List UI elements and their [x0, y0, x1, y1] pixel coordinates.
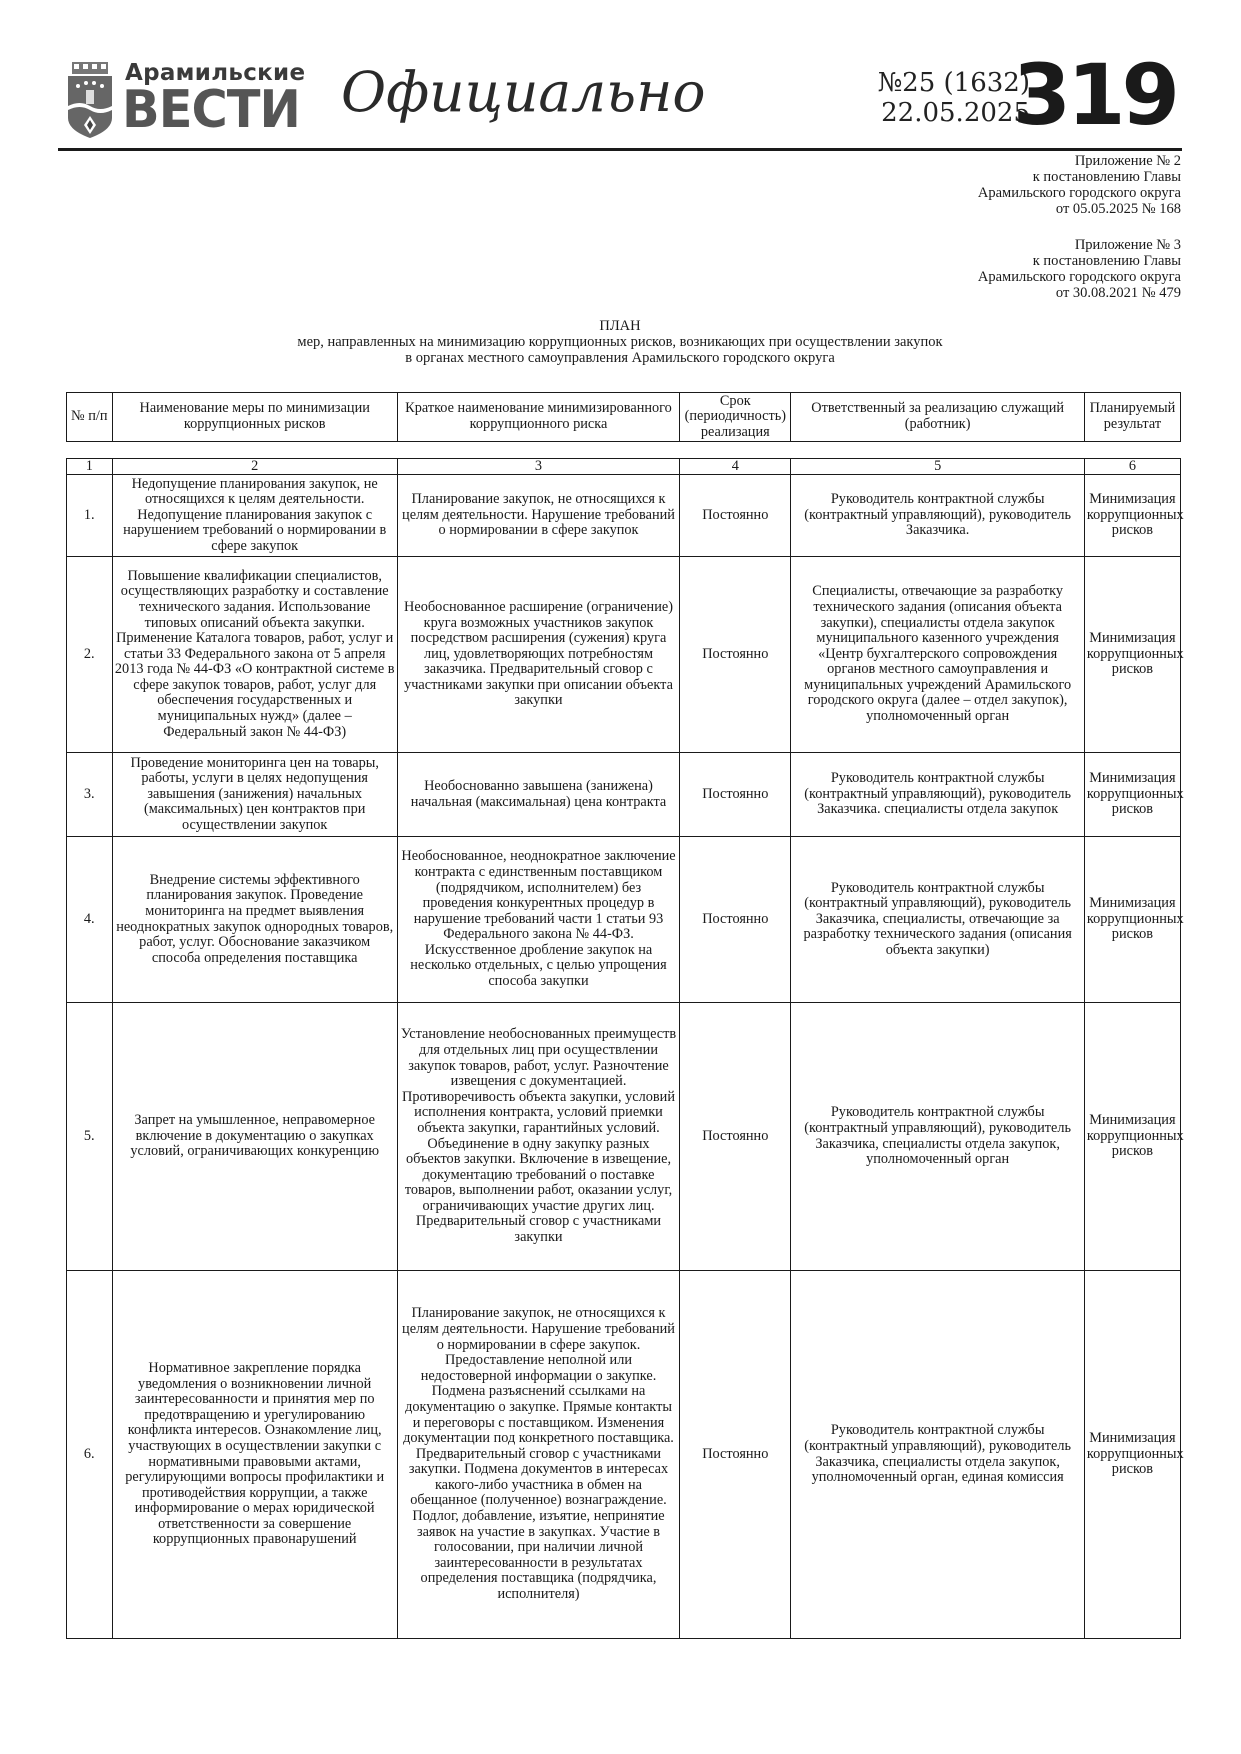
- result-cell: Минимизация коррупционных рисков: [1084, 753, 1180, 837]
- header-cell-term: Срок (периодичность) реализация: [680, 393, 791, 442]
- risk-cell: Установление необоснованных преимуществ для отдельных лиц при осуществлении закупок товаров, работ, услуг. Разночтение извещения с документацией. Противоречивость объекта закупки, условий исполнения контракта, условий приемки объекта закупки, гарантийных условий. Объединение в одну закупку разных объектов закупки. Включение в извещение, документацию требований о поставке товаров, выполнении работ, оказании услуг, ограничивающих участие других лиц. Предварительный сговор с участниками закупки: [397, 1003, 679, 1271]
- measure-cell: Внедрение системы эффективного планирования закупок. Проведение мониторинга на предмет выявления неоднократных закупок однородных товаров, работ, услуг. Обоснование заказчиком способа определения поставщика: [112, 837, 397, 1003]
- row-number: 5.: [67, 1003, 113, 1271]
- risk-cell: Необоснованно завышена (занижена) начальная (максимальная) цена контракта: [397, 753, 679, 837]
- result-cell: Минимизация коррупционных рисков: [1084, 1271, 1180, 1639]
- appendix-line: к постановлению Главы: [1032, 253, 1181, 269]
- column-number: 1: [67, 459, 113, 475]
- row-number: 3.: [67, 753, 113, 837]
- result-cell: Минимизация коррупционных рисков: [1084, 1003, 1180, 1271]
- table-row: [67, 475, 1181, 557]
- term-cell: Постоянно: [680, 1271, 791, 1639]
- table-row: [67, 837, 1181, 1003]
- term-cell: Постоянно: [680, 475, 791, 557]
- responsible-cell: Руководитель контрактной службы (контрактный управляющий), руководитель Заказчика. специалисты отдела закупок: [791, 753, 1084, 837]
- page-number: 319: [1012, 46, 1176, 144]
- measure-cell: Повышение квалификации специалистов, осуществляющих разработку и составление технического задания. Использование типовых описаний объекта закупки. Применение Каталога товаров, работ, услуг и статьи 33 Федерального закона от 5 апреля 2013 года № 44-ФЗ «О контрактной системе в сфере закупок товаров, работ, услуг для обеспечения государственных и муниципальных нужд» (далее – Федеральный закон № 44-ФЗ): [112, 557, 397, 753]
- risk-cell: Необоснованное расширение (ограничение) круга возможных участников закупок посредством расширения (сужения) круга лиц, удовлетворяющих потребностям заказчика. Предварительный сговор с участниками закупки при описании объекта закупки: [397, 557, 679, 753]
- term-cell: Постоянно: [680, 1003, 791, 1271]
- header-cell-number: № п/п: [67, 393, 113, 442]
- coat-of-arms-icon: [66, 62, 114, 138]
- column-number-row: [67, 459, 1181, 475]
- appendix-note-3: [978, 237, 1181, 301]
- appendix-line: к постановлению Главы: [1032, 169, 1181, 185]
- responsible-cell: Руководитель контрактной службы (контрактный управляющий), руководитель Заказчика, специалисты отдела закупок, уполномоченный орган: [791, 1003, 1084, 1271]
- result-cell: Минимизация коррупционных рисков: [1084, 475, 1180, 557]
- header-cell-responsible: Ответственный за реализацию служащий (работник): [791, 393, 1084, 442]
- appendix-note-2: [978, 153, 1181, 217]
- table-row: [67, 557, 1181, 753]
- column-number: 4: [680, 459, 791, 475]
- plan-subtitle-line1: мер, направленных на минимизацию коррупционных рисков, возникающих при осуществлении закупок: [297, 334, 943, 350]
- section-title: Официально: [341, 60, 706, 124]
- plan-heading: [58, 318, 1182, 366]
- table-row: [67, 1271, 1181, 1639]
- appendix-line: Арамильского городского округа: [977, 185, 1181, 201]
- row-number: 6.: [67, 1271, 113, 1639]
- responsible-cell: Руководитель контрактной службы (контрактный управляющий), руководитель Заказчика.: [791, 475, 1084, 557]
- appendix-line: от 30.08.2021 № 479: [1055, 285, 1181, 301]
- term-cell: Постоянно: [680, 557, 791, 753]
- issue-info: [878, 68, 1030, 128]
- logo-text-bottom: ВЕСТИ: [122, 80, 300, 140]
- responsible-cell: Руководитель контрактной службы (контрактный управляющий), руководитель Заказчика, специалисты отдела закупок, уполномоченный орган, единая комиссия: [791, 1271, 1084, 1639]
- term-cell: Постоянно: [680, 837, 791, 1003]
- row-number: 1.: [67, 475, 113, 557]
- row-number: 2.: [67, 557, 113, 753]
- plan-table-header: [66, 392, 1181, 442]
- masthead-divider: [58, 148, 1182, 151]
- table-row: [67, 753, 1181, 837]
- column-number: 3: [397, 459, 679, 475]
- header-cell-result: Планируемый результат: [1084, 393, 1180, 442]
- plan-table: [66, 458, 1184, 1639]
- responsible-cell: Специалисты, отвечающие за разработку технического задания (описания объекта закупки), специалисты отдела закупок муниципального казенного учреждения «Центр бухгалтерского сопровождения органов местного самоуправления и муниципальных учреждений Арамильского городского округа (далее – отдел закупок), уполномоченный орган: [791, 557, 1084, 753]
- risk-cell: Необоснованное, неоднократное заключение контракта с единственным поставщиком (подрядчиком, исполнителем) без проведения конкурентных процедур в нарушение требований части 1 статьи 93 Федерального закона № 44-ФЗ. Искусственное дробление закупок на несколько отдельных, с целью упрощения способа закупки: [397, 837, 679, 1003]
- measure-cell: Проведение мониторинга цен на товары, работы, услуги в целях недопущения завышения (занижения) начальных (максимальных) цен контрактов при осуществлении закупок: [112, 753, 397, 837]
- row-number: 4.: [67, 837, 113, 1003]
- column-number: 6: [1084, 459, 1180, 475]
- result-cell: Минимизация коррупционных рисков: [1084, 557, 1180, 753]
- plan-title: ПЛАН: [599, 318, 641, 334]
- responsible-cell: Руководитель контрактной службы (контрактный управляющий), руководитель Заказчика, специалисты, отвечающие за разработку технического задания (описания объекта закупки): [791, 837, 1084, 1003]
- risk-cell: Планирование закупок, не относящихся к целям деятельности. Нарушение требований о нормировании в сфере закупок. Предоставление неполной или недостоверной информации о закупке. Подмена разъяснений ссылками на документацию о закупке. Прямые контакты и переговоры с поставщиком. Изменения документации под конкретного поставщика. Предварительный сговор с участниками закупки. Подмена документов в интересах какого-либо участника в обмен на обещанное (полученное) вознаграждение. Подлог, добавление, изъятие, непринятие заявок на участие в закупках. Участие в голосовании, при наличии личной заинтересованности в результатах определения поставщика (подрядчика, исполнителя): [397, 1271, 679, 1639]
- result-cell: Минимизация коррупционных рисков: [1084, 837, 1180, 1003]
- measure-cell: Запрет на умышленное, неправомерное включение в документацию о закупках условий, ограничивающих конкуренцию: [112, 1003, 397, 1271]
- logo-text-top: Арамильские: [125, 60, 306, 86]
- term-cell: Постоянно: [680, 753, 791, 837]
- issue-date: 22.05.2025: [881, 98, 1030, 128]
- measure-cell: Нормативное закрепление порядка уведомления о возникновении личной заинтересованности и принятия мер по предотвращению и урегулированию конфликта интересов. Ознакомление лиц, участвующих в осуществлении закупки с нормативными правовыми актами, регулирующими вопросы профилактики и противодействия коррупции, а также информирование о мерах юридической ответственности за совершение коррупционных правонарушений: [112, 1271, 397, 1639]
- appendix-line: от 05.05.2025 № 168: [1055, 201, 1181, 217]
- measure-cell: Недопущение планирования закупок, не относящихся к целям деятельности. Недопущение планирования закупок с нарушением требований о нормировании в сфере закупок: [112, 475, 397, 557]
- column-number: 2: [112, 459, 397, 475]
- risk-cell: Планирование закупок, не относящихся к целям деятельности. Нарушение требований о нормировании в сфере закупок: [397, 475, 679, 557]
- appendix-line: Приложение № 2: [1074, 153, 1181, 169]
- table-row: [67, 1003, 1181, 1271]
- appendix-line: Приложение № 3: [1074, 237, 1181, 253]
- masthead: [58, 46, 1182, 148]
- issue-number: №25 (1632): [877, 68, 1030, 98]
- appendix-line: Арамильского городского округа: [977, 269, 1181, 285]
- header-cell-risk: Краткое наименование минимизированного коррупционного риска: [397, 393, 679, 442]
- plan-subtitle-line2: в органах местного самоуправления Арамильского городского округа: [405, 350, 835, 366]
- column-number: 5: [791, 459, 1084, 475]
- header-cell-measure: Наименование меры по минимизации коррупционных рисков: [112, 393, 397, 442]
